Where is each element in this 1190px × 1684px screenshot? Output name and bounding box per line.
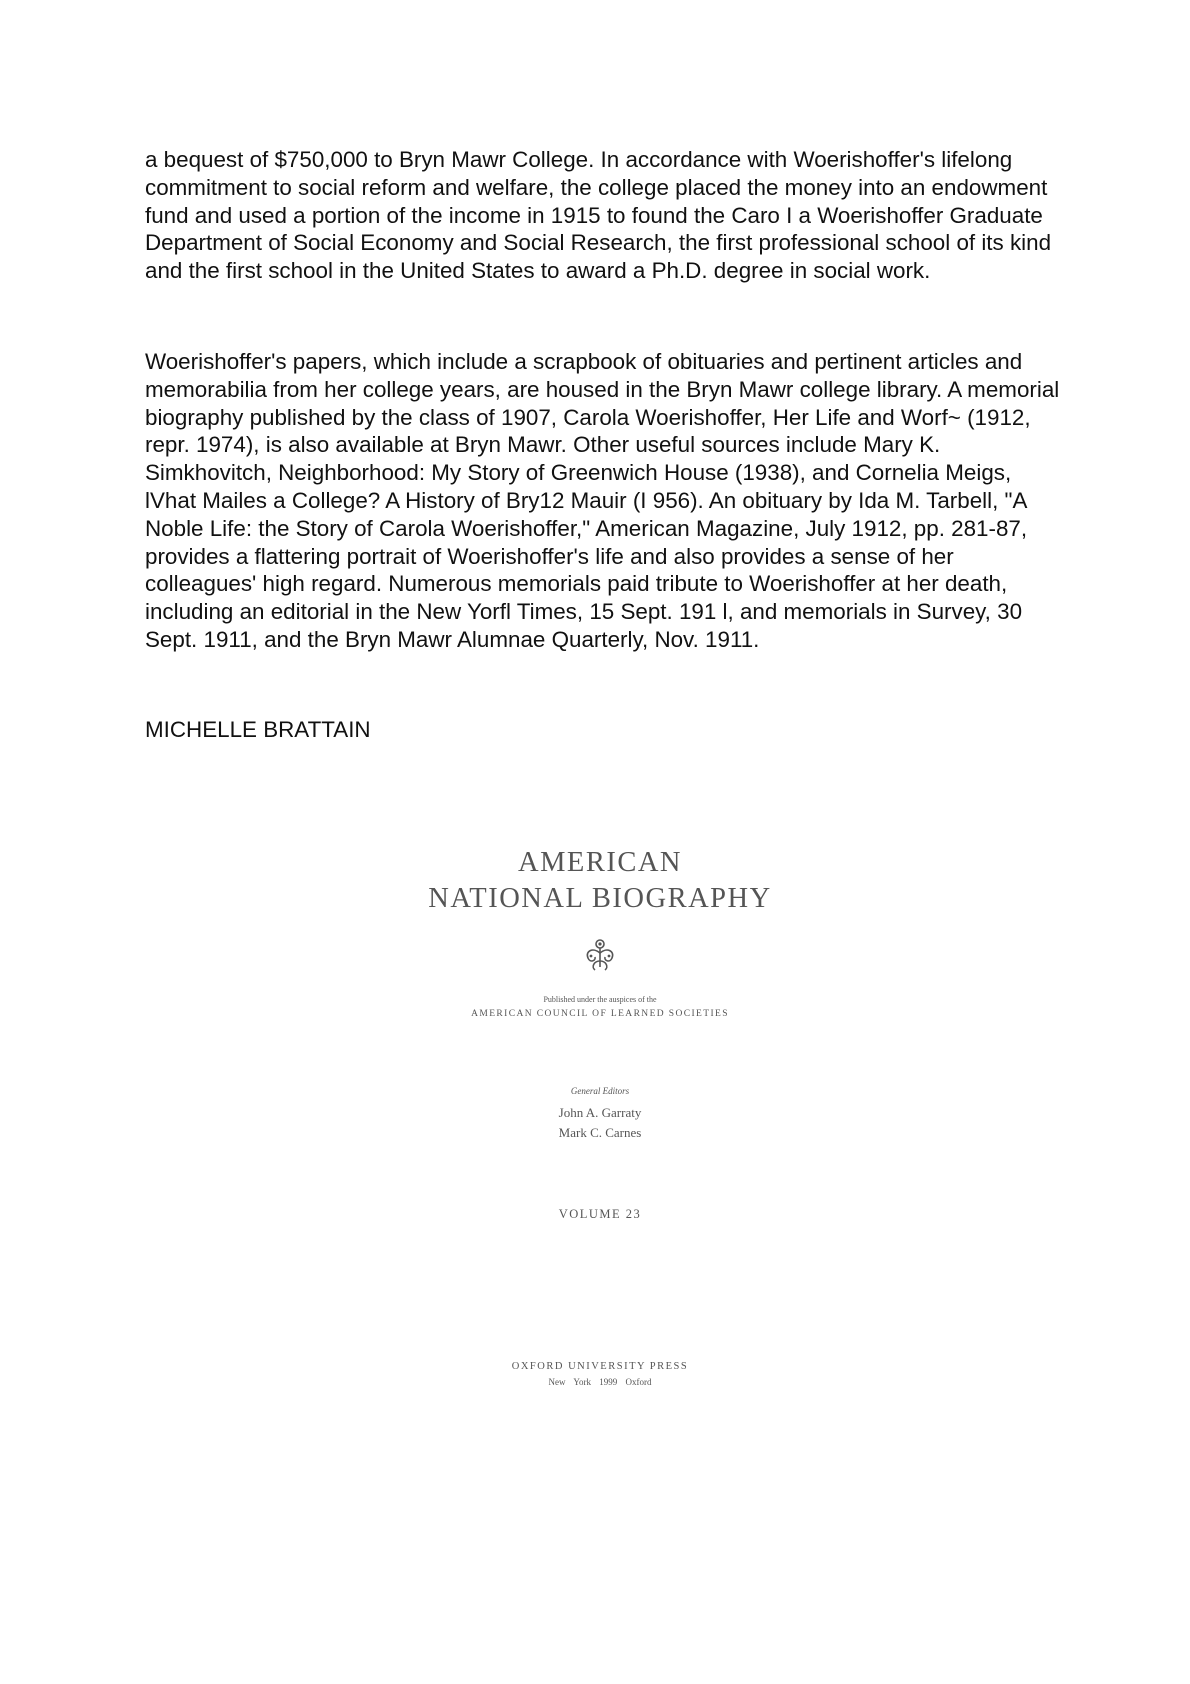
- book-title-line-1: AMERICAN: [517, 847, 682, 878]
- publisher-imprint: New York 1999 Oxford: [548, 1377, 652, 1387]
- article-paragraph-sources: Woerishoffer's papers, which include a scrapbook of obituaries and pertinent articles and memorabilia from her college years, are housed in the Bryn Mawr college library. A memorial biography published by the class of 1907, Carola Woerishoffer, Her Life and Worf~ (1912, repr. 1974), is also available at Bryn Mawr. Other useful sources include Mary K. Simkhovitch, Neighborhood: My Story of Greenwich House (1938), and Cornelia Meigs, lVhat Mailes a College? A History of Bry12 Mauir (I 956). An obituary by Ida M. Tarbell, "A Noble Life: the Story of Carola Woerishoffer," American Magazine, July 1912, pp. 281-87, provides a flattering portrait of Woerishoffer's life and also provides a sense of her colleagues' high regard. Numerous memorials paid tribute to Woerishoffer at her death, including an editorial in the New Yorfl Times, 15 Sept. 191 l, and memorials in Survey, 30 Sept. 1911, and the Bryn Mawr Alumnae Quarterly, Nov. 1911.: [145, 349, 1060, 652]
- author-signature: MICHELLE BRATTAIN: [145, 717, 371, 742]
- publisher-name: OXFORD UNIVERSITY PRESS: [511, 1361, 689, 1372]
- book-title-page: [300, 845, 900, 1388]
- auspices-organization: AMERICAN COUNCIL OF LEARNED SOCIETIES: [471, 1009, 729, 1019]
- book-title: [300, 845, 900, 917]
- editor-name: John A. Garraty: [558, 1105, 642, 1120]
- volume-number: VOLUME 23: [558, 1207, 642, 1221]
- book-title-line-2: NATIONAL BIOGRAPHY: [428, 883, 772, 914]
- article-paragraph: a bequest of $750,000 to Bryn Mawr College. In accordance with Woerishoffer's lifelong commitment to social reform and welfare, the college placed the money into an endowment fund and used a portion of the income in 1915 to found the Caro I a Woerishoffer Graduate Department of Social Economy and Social Research, the first professional school of its kind and the first school in the United States to award a Ph.D. degree in social work.: [145, 147, 1052, 284]
- auspices-intro: Published under the auspices of the: [543, 995, 657, 1004]
- fleuron-ornament-icon: [581, 937, 619, 973]
- editors-label: General Editors: [570, 1086, 630, 1096]
- editor-name: Mark C. Carnes: [558, 1125, 642, 1140]
